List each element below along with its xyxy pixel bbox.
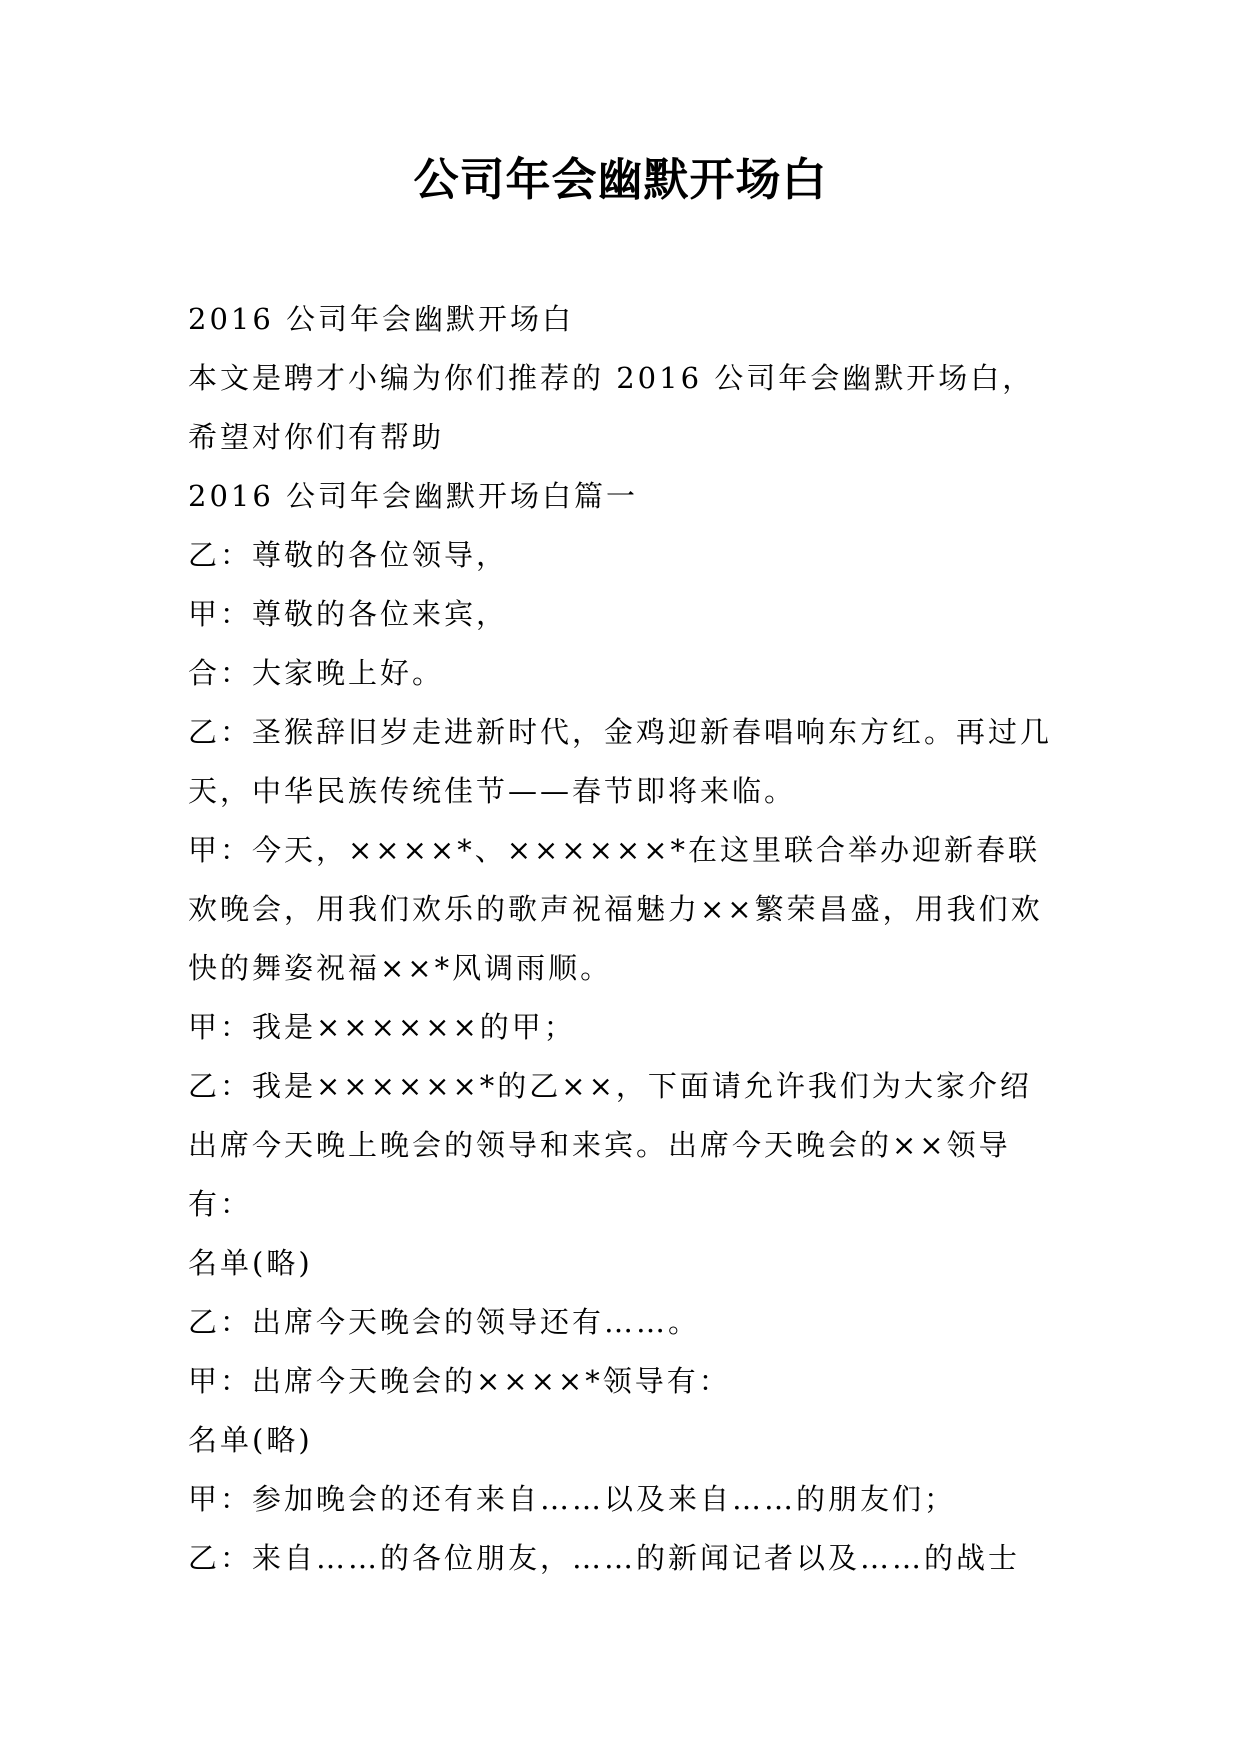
document-title: 公司年会幽默开场白 [413, 153, 828, 206]
paragraph: 甲：参加晚会的还有来自……以及来自……的朋友们； [188, 1482, 957, 1516]
paragraph: 乙：我是××××××*的乙××，下面请允许我们为大家介绍出席今天晚上晚会的领导和来宾。出席今天晚会的××领导有： [188, 1069, 1032, 1221]
paragraph: 名单(略) [188, 1423, 313, 1457]
paragraph: 甲：出席今天晚会的××××*领导有： [188, 1364, 731, 1398]
paragraph: 名单(略) [188, 1246, 313, 1280]
paragraph: 本文是聘才小编为你们推荐的 2016 公司年会幽默开场白，希望对你们有帮助 [188, 361, 1035, 454]
paragraph: 乙：出席今天晚会的领导还有……。 [188, 1305, 701, 1339]
paragraph: 合：大家晚上好。 [188, 656, 445, 690]
paragraph: 乙：圣猴辞旧岁走进新时代，金鸡迎新春唱响东方红。再过几天，中华民族传统佳节——春节即将来临。 [188, 715, 1053, 808]
paragraph: 2016 公司年会幽默开场白篇一 [188, 479, 639, 513]
paragraph: 乙：尊敬的各位领导， [188, 538, 509, 572]
paragraph: 甲：我是××××××的甲； [188, 1010, 576, 1044]
document-body [188, 290, 1058, 1588]
paragraph: 甲：尊敬的各位来宾， [188, 597, 509, 631]
paragraph: 甲：今天，××××*、××××××*在这里联合举办迎新春联欢晚会，用我们欢乐的歌声祝福魅力××繁荣昌盛，用我们欢快的舞姿祝福××*风调雨顺。 [188, 833, 1043, 985]
paragraph: 2016 公司年会幽默开场白 [188, 302, 575, 336]
paragraph: 乙：来自……的各位朋友，……的新闻记者以及……的战士 [188, 1541, 1021, 1575]
